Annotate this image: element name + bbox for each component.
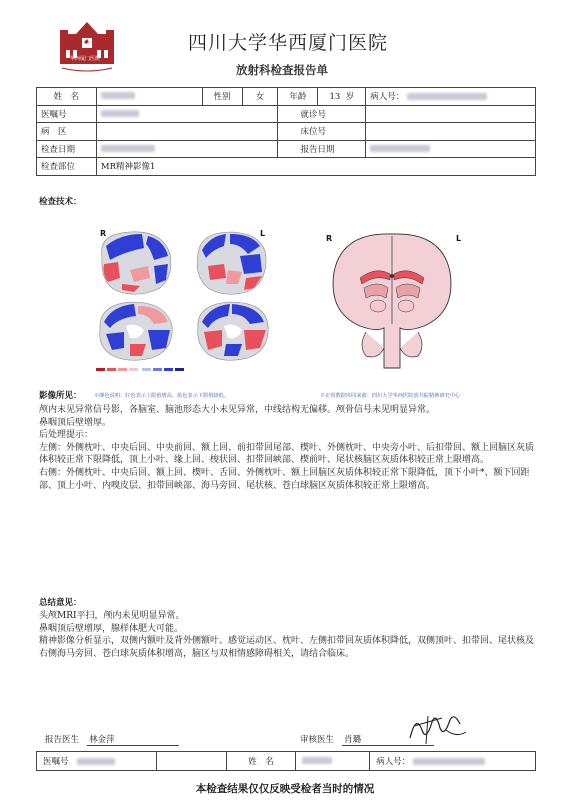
footer-spacer: [156, 752, 226, 771]
age-value: [318, 88, 366, 106]
age-unit: 岁: [345, 92, 355, 103]
findings-line: 颅内未见异常信号影，各脑室、脑池形态大小未见异常，中线结构无偏移。颅骨信号未见明显异常。: [39, 405, 436, 415]
brain-map-medial-right: [198, 302, 268, 360]
disclaimer: 本检查结果仅仅反映受检者当时的情况: [195, 783, 375, 795]
technique-label: 检查技术：: [39, 197, 82, 207]
logo-text: 华西厦门医院: [70, 56, 101, 62]
exam-site-label: 检查部位: [37, 158, 97, 176]
redacted-footer-name: [302, 757, 332, 764]
left-maps-l-marker: L: [260, 229, 266, 238]
ward-value: [96, 123, 278, 141]
brain-surface-maps: [90, 226, 280, 376]
footer-name-label: 姓 名: [226, 752, 296, 771]
brain-map-lateral-right: [197, 232, 266, 294]
findings-line: 右侧：外侧枕叶、中央后回、额上回、楔叶、舌回、外侧枕叶、额上回脑区灰质体积较正常下限降低，顶下小叶*、额下回距部、顶上小叶、内嗅皮层、扣带回峡部、海马旁回、尾状核、苍白球脑区灰质体积较正常上限增高。: [39, 467, 530, 491]
footer-patient-cell: [370, 752, 536, 771]
findings-line: 左侧：外侧枕叶、中央后回、中央前回、额上回、前扣带回尾部、楔叶、外侧枕叶、中央旁小叶、后扣带回、额上回脑区灰质体积较正常下限降低，顶上小叶、缘上回、梭状回、扣带回峡部、楔前叶、尾状核脑区灰质体积较正常上限增高。: [39, 442, 535, 466]
patient-info-table: [36, 87, 536, 176]
name-label: 姓 名: [37, 88, 97, 106]
redacted-footer-order: [77, 758, 115, 765]
redacted-exam-date: [101, 145, 155, 152]
clinic-id-label: 就诊号: [278, 105, 366, 123]
footer-name-value: [296, 752, 370, 771]
conclusion-line: 头颅MRI平扫，颅内未见明显异常。: [39, 611, 185, 621]
hospital-name: 四川大学华西厦门医院: [188, 32, 389, 54]
age-label: 年龄: [278, 88, 318, 106]
gender-label: 性别: [202, 88, 242, 106]
name-value: [96, 88, 202, 106]
bed-value: [366, 123, 536, 141]
patient-id-label: 病人号：: [370, 92, 405, 103]
findings-text: [39, 404, 539, 492]
color-legend-note: ※颜色说明：红色表示上限值增高，蓝色表示下限值降低。: [94, 393, 229, 399]
patient-id-cell: [366, 88, 536, 106]
conclusion-label: 总结意见：: [39, 598, 82, 608]
report-doctor-name: 林金萍: [87, 733, 179, 746]
right-schematic-r-marker: R: [326, 234, 333, 243]
right-schematic-l-marker: L: [456, 234, 462, 243]
doctor-order-label: 医嘱号: [37, 105, 97, 123]
ward-label: 病 区: [37, 123, 97, 141]
exam-date-value: [96, 140, 278, 158]
brain-map-medial-left: [100, 302, 172, 360]
footer-order-cell: [37, 752, 157, 771]
findings-line: 鼻咽顶后壁增厚。: [39, 417, 112, 428]
conclusion-line: 精神影像分析显示，双侧内额叶及背外侧额叶、感觉运动区、枕叶、左侧扣带回灰质体积降低，双侧顶叶、扣带回、尾状核及右侧海马旁回、苍白球灰质体积增高，脑区与双相情感障碍相关，请结合临床。: [39, 636, 535, 659]
bed-label: 床位号: [278, 123, 366, 141]
left-maps-r-marker: R: [100, 229, 107, 238]
gender-value: 女: [242, 88, 278, 106]
conclusion-text: [39, 610, 539, 660]
report-doctor-label: 报告医生: [45, 735, 80, 745]
redacted-patient-id: [407, 93, 487, 100]
redacted-name: [101, 92, 135, 99]
redacted-order-id: [101, 110, 139, 117]
hospital-logo: [58, 20, 116, 76]
brain-map-lateral-left: [102, 232, 171, 294]
conclusion-line: 鼻咽顶后壁增厚，腺样体肥大可能。: [39, 623, 184, 634]
reviewer-label: 审核医生: [300, 735, 335, 745]
redacted-report-date: [370, 145, 430, 152]
report-title: 放射科检查报告单: [236, 63, 328, 77]
reviewer-name: 肖璐: [342, 733, 434, 746]
exam-date-label: 检查日期: [37, 140, 97, 158]
handwritten-signature: [402, 708, 472, 750]
report-date-label: 报告日期: [278, 140, 366, 158]
findings-label: 影像所见：: [39, 391, 82, 401]
footer-patient-label: 病人号：: [376, 757, 411, 767]
redacted-footer-patient: [413, 758, 485, 765]
color-scale-bar: [96, 368, 184, 371]
exam-site-value: MR精神影像1: [96, 158, 535, 176]
subcortical-schematic: [322, 228, 462, 373]
report-doctor: [45, 733, 179, 746]
database-source-note: ※正常数据库同来源：四川大学华西医院放共振精神研究中心: [320, 393, 461, 399]
clinic-id-value: [366, 105, 536, 123]
age-number: 13: [329, 92, 341, 103]
footer-info-table: [36, 751, 536, 771]
footer-order-label: 医嘱号: [43, 757, 69, 767]
doctor-order-value: [96, 105, 278, 123]
report-date-value: [366, 140, 536, 158]
findings-line: 后处理提示：: [39, 430, 94, 441]
